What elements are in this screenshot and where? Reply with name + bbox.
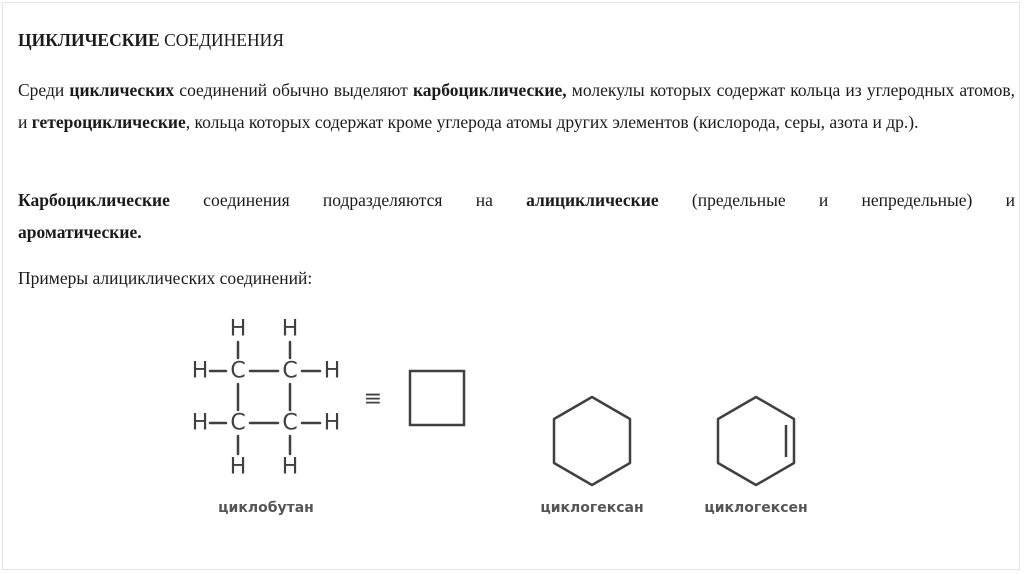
atom-h: H [281,454,299,480]
alicyclic-examples-diagram [180,305,840,535]
paragraph-carbocyclic-line2 [18,216,1015,248]
p1-text-2: соединений обычно выделяют [174,80,413,100]
p2-term-aromatic: ароматические. [18,222,142,242]
cyclohexene-skeletal [718,397,794,485]
cyclobutane-skeletal [410,371,464,425]
p2-text-2: (предельные и непредельные) и [658,190,1015,210]
atom-c: C [282,358,298,384]
atom-h: H [281,316,299,342]
equivalence-sign: ≡ [363,386,383,412]
paragraph-carbocyclic-line1 [18,184,1015,216]
p2-text-1: соединения подразделяются на [169,190,527,210]
p1-term-cyclic: циклических [69,80,175,100]
atom-h: H [191,410,209,436]
paragraph-classification [18,74,1015,138]
p1-term-heterocyclic: гетероциклические [31,112,186,132]
label-cyclobutane: циклобутан [218,500,314,516]
atom-c: C [230,410,246,436]
cyclobutane-structural-formula [192,317,341,480]
p1-text-4: , кольца которых содержат кроме углерода атомы других элементов (кислорода, серы, азота и др.). [185,112,919,132]
cyclohexane-skeletal [554,397,630,485]
label-cyclohexene: циклогексен [704,500,808,516]
cyclobutane-bonds [210,342,320,454]
title-bold: ЦИКЛИЧЕСКИЕ [18,30,160,50]
structures-svg [180,305,840,535]
atom-h: H [323,410,341,436]
atom-h: H [323,358,341,384]
atom-c: C [282,410,298,436]
atom-h: H [191,358,209,384]
label-cyclohexane: циклогексан [540,500,644,516]
examples-heading: Примеры алициклических соединений: [18,268,313,288]
page-title [18,24,1015,56]
title-rest: СОЕДИНЕНИЯ [159,30,284,50]
p1-term-carbocyclic: карбоциклические, [412,80,567,100]
atom-h: H [229,454,247,480]
atom-h: H [229,316,247,342]
atom-c: C [230,358,246,384]
p1-text-3: молекулы которых содержат кольца из углеродных атомов, и [18,80,1016,132]
p2-term-alicyclic: алициклические [526,190,659,210]
p1-text-1: Среди [18,80,70,100]
p2-term-carbocyclic: Карбоциклические [18,190,170,210]
